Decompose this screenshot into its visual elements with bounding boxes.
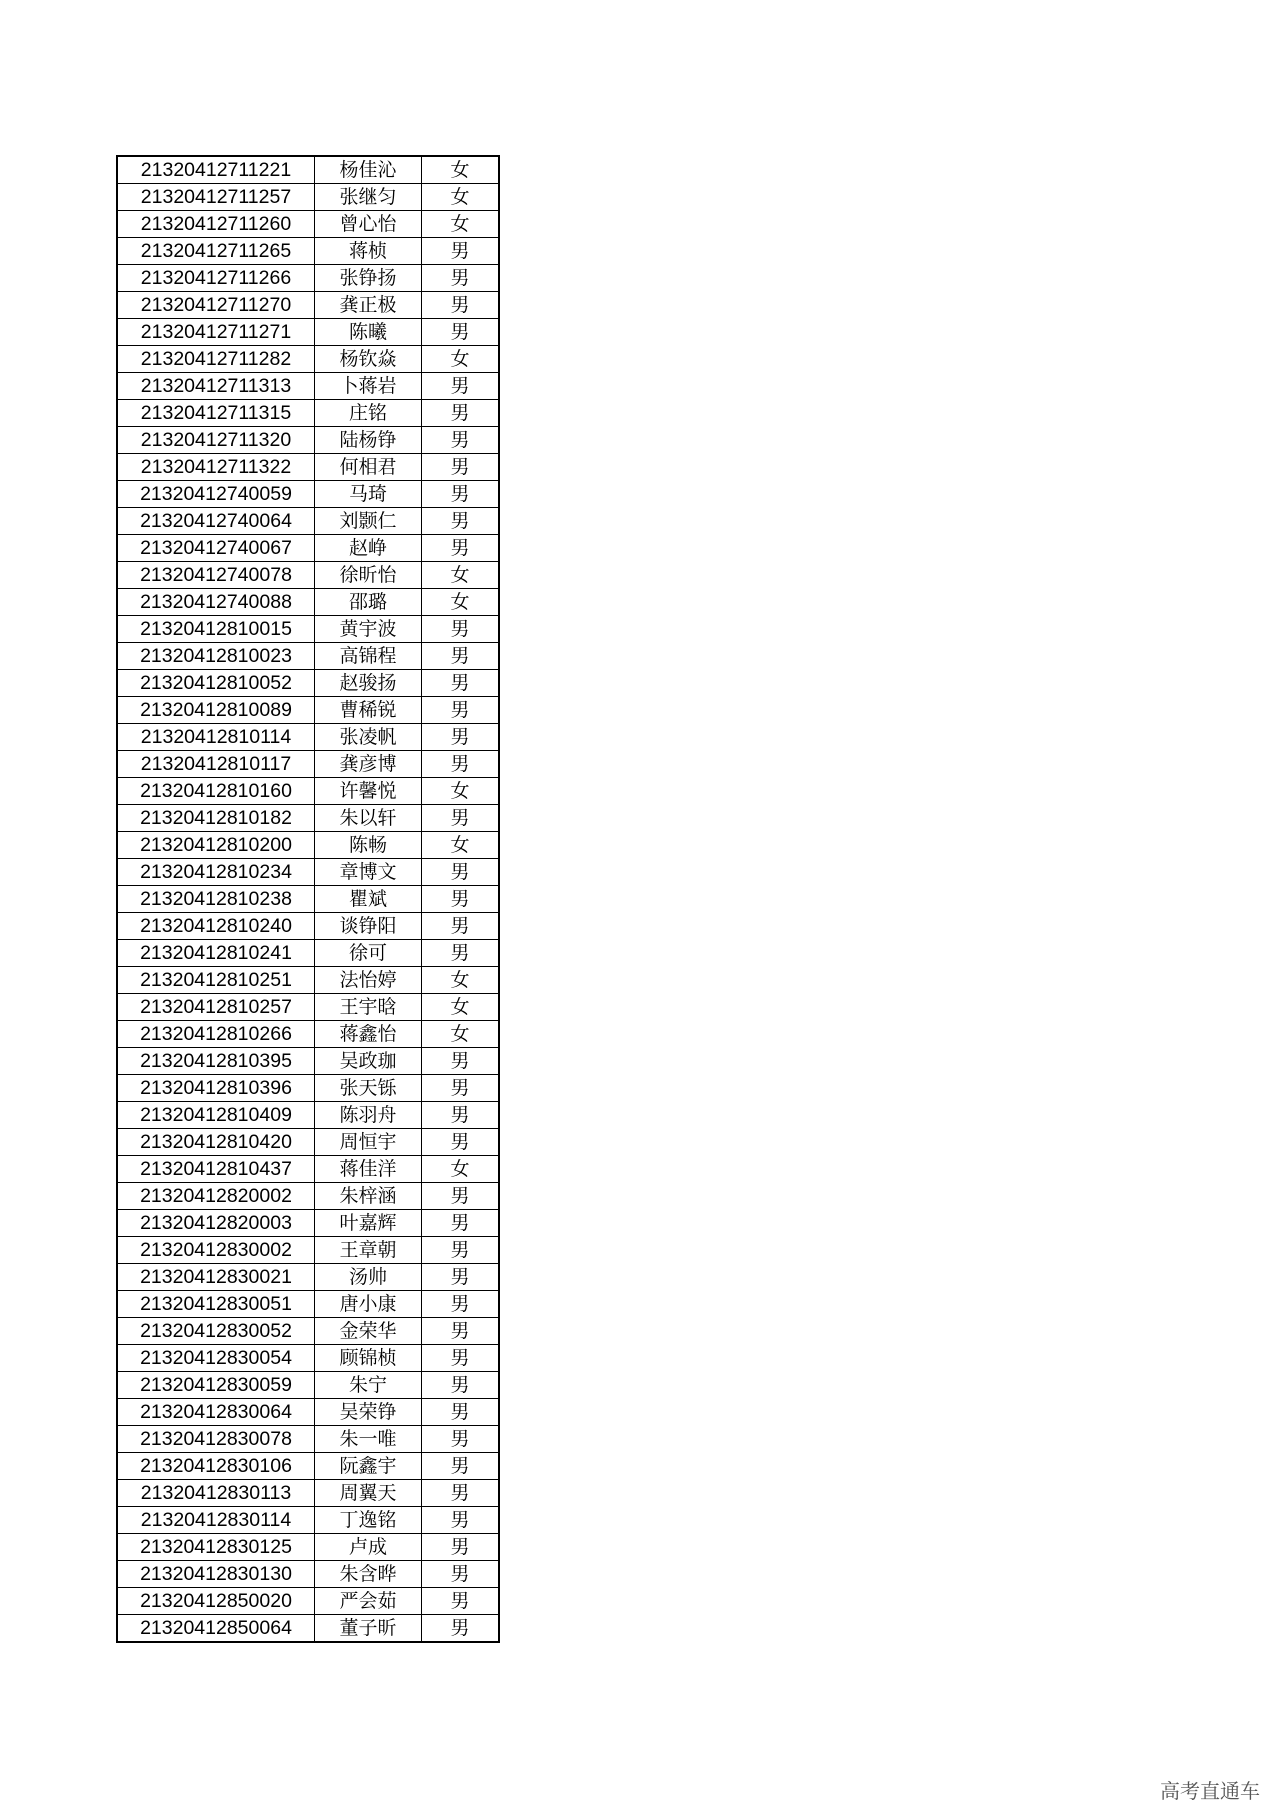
student-name-cell: 王宇晗 — [315, 994, 422, 1021]
student-id-cell: 21320412810395 — [117, 1048, 315, 1075]
table-row — [117, 1345, 499, 1372]
student-gender-cell: 男 — [422, 913, 500, 940]
table-row — [117, 1426, 499, 1453]
student-gender-cell: 男 — [422, 1534, 500, 1561]
student-gender-cell: 女 — [422, 346, 500, 373]
student-id-cell: 21320412830125 — [117, 1534, 315, 1561]
student-gender-cell: 女 — [422, 184, 500, 211]
student-gender-cell: 男 — [422, 1048, 500, 1075]
student-id-cell: 21320412830051 — [117, 1291, 315, 1318]
student-id-cell: 21320412810257 — [117, 994, 315, 1021]
student-id-cell: 21320412810182 — [117, 805, 315, 832]
table-row — [117, 832, 499, 859]
table-row — [117, 535, 499, 562]
student-name-cell: 徐昕怡 — [315, 562, 422, 589]
student-name-cell: 陆杨铮 — [315, 427, 422, 454]
table-row — [117, 400, 499, 427]
student-name-cell: 卜蒋岩 — [315, 373, 422, 400]
student-id-cell: 21320412711282 — [117, 346, 315, 373]
student-name-cell: 龚彦博 — [315, 751, 422, 778]
student-id-cell: 21320412830021 — [117, 1264, 315, 1291]
student-gender-cell: 男 — [422, 1426, 500, 1453]
student-gender-cell: 男 — [422, 454, 500, 481]
student-name-cell: 吴政珈 — [315, 1048, 422, 1075]
table-row — [117, 156, 499, 184]
table-row — [117, 1615, 499, 1643]
table-row — [117, 1237, 499, 1264]
student-name-cell: 陈曦 — [315, 319, 422, 346]
student-gender-cell: 男 — [422, 265, 500, 292]
table-row — [117, 508, 499, 535]
student-id-cell: 21320412830106 — [117, 1453, 315, 1480]
table-row — [117, 1588, 499, 1615]
table-row — [117, 292, 499, 319]
student-name-cell: 马琦 — [315, 481, 422, 508]
student-name-cell: 张铮扬 — [315, 265, 422, 292]
table-row — [117, 1156, 499, 1183]
student-gender-cell: 男 — [422, 859, 500, 886]
student-name-cell: 何相君 — [315, 454, 422, 481]
student-gender-cell: 男 — [422, 1237, 500, 1264]
table-row — [117, 346, 499, 373]
student-name-cell: 朱梓涵 — [315, 1183, 422, 1210]
table-row — [117, 1129, 499, 1156]
student-name-cell: 章博文 — [315, 859, 422, 886]
student-id-cell: 21320412830130 — [117, 1561, 315, 1588]
student-name-cell: 顾锦桢 — [315, 1345, 422, 1372]
student-name-cell: 周恒宇 — [315, 1129, 422, 1156]
student-gender-cell: 男 — [422, 616, 500, 643]
student-gender-cell: 男 — [422, 805, 500, 832]
student-id-cell: 21320412711313 — [117, 373, 315, 400]
student-gender-cell: 女 — [422, 994, 500, 1021]
student-id-cell: 21320412810409 — [117, 1102, 315, 1129]
student-id-cell: 21320412810023 — [117, 643, 315, 670]
student-name-cell: 卢成 — [315, 1534, 422, 1561]
student-name-cell: 叶嘉辉 — [315, 1210, 422, 1237]
student-name-cell: 吴荣铮 — [315, 1399, 422, 1426]
table-row — [117, 1372, 499, 1399]
table-row — [117, 1183, 499, 1210]
student-id-cell: 21320412810396 — [117, 1075, 315, 1102]
student-gender-cell: 男 — [422, 319, 500, 346]
student-name-cell: 严会茹 — [315, 1588, 422, 1615]
student-id-cell: 21320412810089 — [117, 697, 315, 724]
student-name-cell: 董子昕 — [315, 1615, 422, 1643]
student-id-cell: 21320412810437 — [117, 1156, 315, 1183]
student-name-cell: 曾心怡 — [315, 211, 422, 238]
table-row — [117, 1453, 499, 1480]
student-gender-cell: 男 — [422, 1183, 500, 1210]
student-name-cell: 唐小康 — [315, 1291, 422, 1318]
student-gender-cell: 女 — [422, 156, 500, 184]
student-name-cell: 高锦程 — [315, 643, 422, 670]
table-row — [117, 562, 499, 589]
table-row — [117, 1264, 499, 1291]
student-id-cell: 21320412810200 — [117, 832, 315, 859]
student-id-cell: 21320412711260 — [117, 211, 315, 238]
table-row — [117, 1291, 499, 1318]
student-gender-cell: 男 — [422, 1561, 500, 1588]
table-row — [117, 1480, 499, 1507]
table-row — [117, 805, 499, 832]
table-row — [117, 1318, 499, 1345]
student-gender-cell: 男 — [422, 1588, 500, 1615]
student-name-cell: 瞿斌 — [315, 886, 422, 913]
table-row — [117, 670, 499, 697]
student-name-cell: 许馨悦 — [315, 778, 422, 805]
table-row — [117, 481, 499, 508]
student-id-cell: 21320412830113 — [117, 1480, 315, 1507]
student-id-cell: 21320412810234 — [117, 859, 315, 886]
student-id-cell: 21320412810420 — [117, 1129, 315, 1156]
table-row — [117, 859, 499, 886]
student-id-cell: 21320412830002 — [117, 1237, 315, 1264]
student-gender-cell: 男 — [422, 643, 500, 670]
table-row — [117, 238, 499, 265]
table-row — [117, 1210, 499, 1237]
student-id-cell: 21320412810238 — [117, 886, 315, 913]
student-gender-cell: 男 — [422, 1318, 500, 1345]
table-row — [117, 184, 499, 211]
student-id-cell: 21320412711320 — [117, 427, 315, 454]
student-gender-cell: 男 — [422, 535, 500, 562]
student-name-cell: 朱宁 — [315, 1372, 422, 1399]
student-gender-cell: 男 — [422, 508, 500, 535]
student-gender-cell: 男 — [422, 697, 500, 724]
student-id-cell: 21320412711322 — [117, 454, 315, 481]
student-id-cell: 21320412830114 — [117, 1507, 315, 1534]
student-id-cell: 21320412711221 — [117, 156, 315, 184]
student-gender-cell: 女 — [422, 211, 500, 238]
table-row — [117, 940, 499, 967]
student-table — [116, 155, 500, 1643]
student-gender-cell: 男 — [422, 427, 500, 454]
student-id-cell: 21320412711271 — [117, 319, 315, 346]
student-name-cell: 张天铄 — [315, 1075, 422, 1102]
student-name-cell: 陈畅 — [315, 832, 422, 859]
student-gender-cell: 男 — [422, 724, 500, 751]
table-row — [117, 373, 499, 400]
student-name-cell: 谈铮阳 — [315, 913, 422, 940]
student-gender-cell: 女 — [422, 967, 500, 994]
student-gender-cell: 男 — [422, 1129, 500, 1156]
table-row — [117, 724, 499, 751]
student-id-cell: 21320412850020 — [117, 1588, 315, 1615]
student-id-cell: 21320412810240 — [117, 913, 315, 940]
table-row — [117, 319, 499, 346]
student-id-cell: 21320412740078 — [117, 562, 315, 589]
student-name-cell: 法怡婷 — [315, 967, 422, 994]
student-name-cell: 赵骏扬 — [315, 670, 422, 697]
student-id-cell: 21320412830064 — [117, 1399, 315, 1426]
student-gender-cell: 女 — [422, 1021, 500, 1048]
student-id-cell: 21320412740064 — [117, 508, 315, 535]
student-name-cell: 庄铭 — [315, 400, 422, 427]
table-row — [117, 1048, 499, 1075]
student-name-cell: 黄宇波 — [315, 616, 422, 643]
table-row — [117, 1534, 499, 1561]
student-name-cell: 刘颢仁 — [315, 508, 422, 535]
student-id-cell: 21320412830059 — [117, 1372, 315, 1399]
table-row — [117, 643, 499, 670]
table-row — [117, 994, 499, 1021]
student-gender-cell: 男 — [422, 886, 500, 913]
table-row — [117, 454, 499, 481]
table-row — [117, 1507, 499, 1534]
table-row — [117, 751, 499, 778]
student-gender-cell: 男 — [422, 1615, 500, 1643]
watermark-text: 高考直通车 — [1160, 1779, 1260, 1803]
student-id-cell: 21320412740088 — [117, 589, 315, 616]
student-gender-cell: 女 — [422, 778, 500, 805]
student-id-cell: 21320412711266 — [117, 265, 315, 292]
student-id-cell: 21320412820003 — [117, 1210, 315, 1237]
student-gender-cell: 男 — [422, 670, 500, 697]
student-gender-cell: 男 — [422, 292, 500, 319]
student-name-cell: 张凌帆 — [315, 724, 422, 751]
student-name-cell: 龚正极 — [315, 292, 422, 319]
student-name-cell: 朱含晔 — [315, 1561, 422, 1588]
student-name-cell: 朱一唯 — [315, 1426, 422, 1453]
student-id-cell: 21320412830054 — [117, 1345, 315, 1372]
student-id-cell: 21320412830078 — [117, 1426, 315, 1453]
student-name-cell: 陈羽舟 — [315, 1102, 422, 1129]
student-id-cell: 21320412810114 — [117, 724, 315, 751]
table-row — [117, 1561, 499, 1588]
student-gender-cell: 男 — [422, 1075, 500, 1102]
student-gender-cell: 男 — [422, 1399, 500, 1426]
student-id-cell: 21320412711265 — [117, 238, 315, 265]
table-row — [117, 697, 499, 724]
student-name-cell: 邵璐 — [315, 589, 422, 616]
student-name-cell: 朱以轩 — [315, 805, 422, 832]
student-id-cell: 21320412740067 — [117, 535, 315, 562]
student-id-cell: 21320412810015 — [117, 616, 315, 643]
student-gender-cell: 男 — [422, 940, 500, 967]
student-table-body — [117, 156, 499, 1642]
student-gender-cell: 男 — [422, 1345, 500, 1372]
student-id-cell: 21320412830052 — [117, 1318, 315, 1345]
student-name-cell: 丁逸铭 — [315, 1507, 422, 1534]
table-row — [117, 913, 499, 940]
table-row — [117, 1021, 499, 1048]
student-gender-cell: 男 — [422, 1480, 500, 1507]
student-name-cell: 蒋桢 — [315, 238, 422, 265]
table-row — [117, 778, 499, 805]
student-id-cell: 21320412711270 — [117, 292, 315, 319]
student-name-cell: 赵峥 — [315, 535, 422, 562]
student-gender-cell: 女 — [422, 589, 500, 616]
student-id-cell: 21320412820002 — [117, 1183, 315, 1210]
student-id-cell: 21320412810241 — [117, 940, 315, 967]
student-id-cell: 21320412810266 — [117, 1021, 315, 1048]
student-id-cell: 21320412810160 — [117, 778, 315, 805]
student-gender-cell: 女 — [422, 832, 500, 859]
student-gender-cell: 男 — [422, 1291, 500, 1318]
student-gender-cell: 男 — [422, 238, 500, 265]
student-id-cell: 21320412850064 — [117, 1615, 315, 1643]
student-id-cell: 21320412711315 — [117, 400, 315, 427]
student-gender-cell: 男 — [422, 400, 500, 427]
student-gender-cell: 女 — [422, 562, 500, 589]
student-name-cell: 蒋佳洋 — [315, 1156, 422, 1183]
student-gender-cell: 男 — [422, 373, 500, 400]
student-id-cell: 21320412810052 — [117, 670, 315, 697]
table-row — [117, 211, 499, 238]
student-name-cell: 杨佳沁 — [315, 156, 422, 184]
student-id-cell: 21320412810251 — [117, 967, 315, 994]
student-name-cell: 王章朝 — [315, 1237, 422, 1264]
student-id-cell: 21320412810117 — [117, 751, 315, 778]
student-gender-cell: 男 — [422, 1372, 500, 1399]
table-row — [117, 1399, 499, 1426]
student-gender-cell: 女 — [422, 1156, 500, 1183]
student-name-cell: 蒋鑫怡 — [315, 1021, 422, 1048]
student-id-cell: 21320412711257 — [117, 184, 315, 211]
table-row — [117, 589, 499, 616]
student-gender-cell: 男 — [422, 1102, 500, 1129]
student-gender-cell: 男 — [422, 751, 500, 778]
student-gender-cell: 男 — [422, 481, 500, 508]
table-row — [117, 265, 499, 292]
student-name-cell: 徐可 — [315, 940, 422, 967]
table-row — [117, 427, 499, 454]
student-name-cell: 汤帅 — [315, 1264, 422, 1291]
table-row — [117, 967, 499, 994]
student-name-cell: 曹稀锐 — [315, 697, 422, 724]
student-name-cell: 金荣华 — [315, 1318, 422, 1345]
table-row — [117, 1102, 499, 1129]
student-gender-cell: 男 — [422, 1210, 500, 1237]
student-gender-cell: 男 — [422, 1264, 500, 1291]
student-name-cell: 阮鑫宇 — [315, 1453, 422, 1480]
table-row — [117, 1075, 499, 1102]
student-id-cell: 21320412740059 — [117, 481, 315, 508]
student-name-cell: 周翼天 — [315, 1480, 422, 1507]
student-name-cell: 张继匀 — [315, 184, 422, 211]
student-gender-cell: 男 — [422, 1453, 500, 1480]
table-row — [117, 886, 499, 913]
student-gender-cell: 男 — [422, 1507, 500, 1534]
table-row — [117, 616, 499, 643]
student-name-cell: 杨钦焱 — [315, 346, 422, 373]
